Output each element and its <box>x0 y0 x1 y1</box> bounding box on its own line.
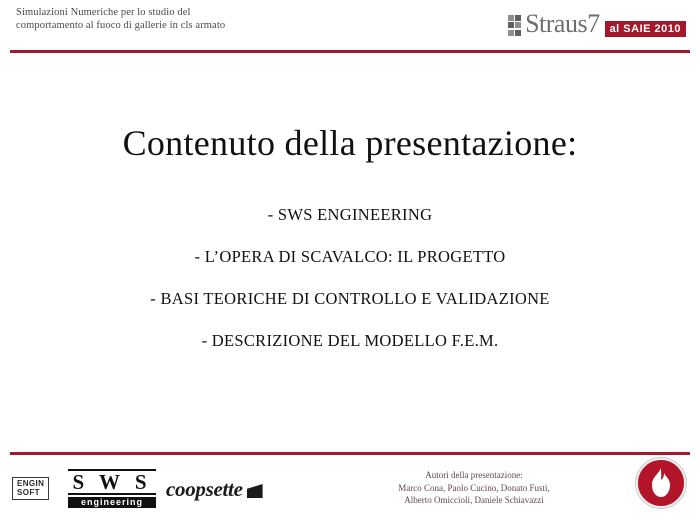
coopsette-logo <box>166 477 263 502</box>
saie-badge: al SAIE 2010 <box>605 21 686 37</box>
authors-label: Autori della presentazione: <box>425 470 523 480</box>
coopsette-logo-text: coopsette <box>166 477 243 501</box>
list-item: - SWS ENGINEERING <box>267 205 433 224</box>
header-subject <box>16 6 346 32</box>
enginsoft-logo-line2: SOFT <box>17 487 40 497</box>
slide-header <box>0 0 700 52</box>
header-subject-line2: comportamento al fuoco di gallerie in cls armato <box>16 20 226 31</box>
list-item: - BASI TEORICHE DI CONTROLLO E VALIDAZIONE <box>150 289 550 308</box>
authors-line2: Alberto Omiccioli, Daniele Schiavazzi <box>404 495 544 505</box>
coopsette-mark-icon <box>247 484 263 498</box>
authors-credits <box>324 469 624 507</box>
list-item: - L’OPERA DI SCAVALCO: IL PROGETTO <box>194 247 506 266</box>
enginsoft-logo <box>12 477 49 500</box>
straus7-number: 7 <box>587 9 600 38</box>
straus7-wordmark <box>525 11 600 37</box>
list-item: - DESCRIZIONE DEL MODELLO F.E.M. <box>201 331 499 350</box>
enginsoft-logo-line1: ENGIN <box>17 479 45 488</box>
sws-logo <box>68 469 156 508</box>
header-subject-line1: Simulazioni Numeriche per lo studio del <box>16 7 191 18</box>
header-divider <box>10 50 690 53</box>
straus7-word: Straus <box>525 9 588 38</box>
bullet-list <box>0 205 700 373</box>
authors-line1: Marco Cona, Paolo Cucino, Donato Fusti, <box>398 482 550 493</box>
sws-logo-letters: S W S <box>68 469 156 495</box>
sws-logo-subtitle: engineering <box>68 497 156 508</box>
flame-icon <box>649 468 673 498</box>
flame-badge <box>636 458 686 508</box>
straus7-squares-icon <box>508 15 522 36</box>
slide-footer <box>0 455 700 525</box>
straus7-logo <box>508 8 686 40</box>
page-title: Contenuto della presentazione: <box>122 123 578 163</box>
